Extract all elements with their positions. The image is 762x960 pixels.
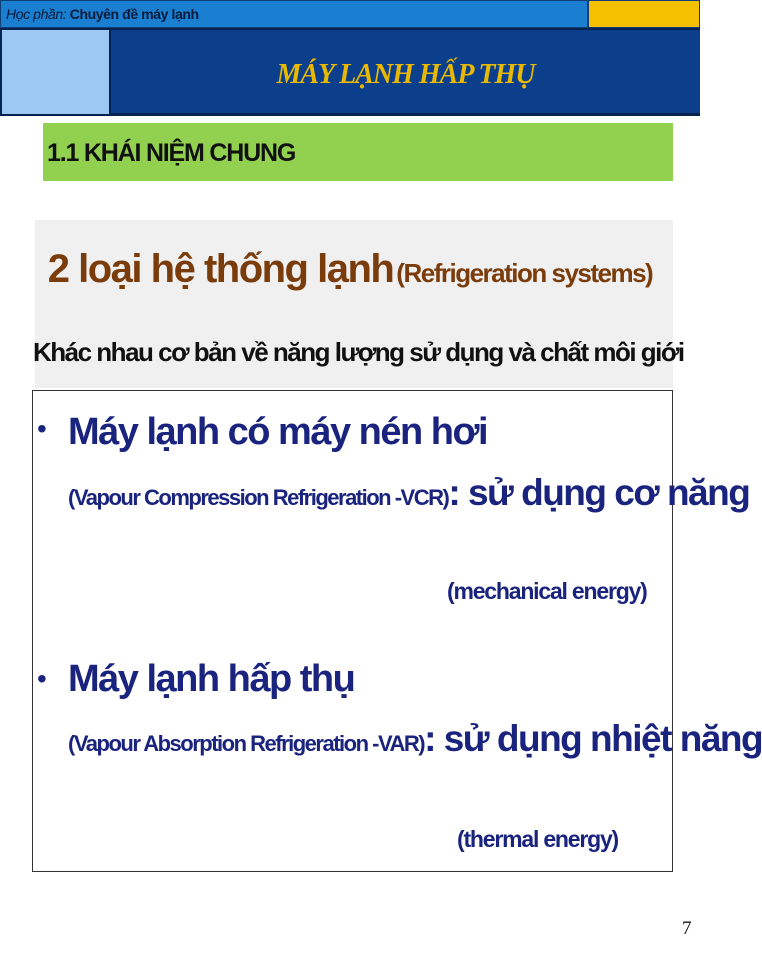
bullet-icon: • [37,413,47,444]
section-header [43,123,673,181]
intro-heading-main: 2 loại hệ thống lạnh [47,247,394,291]
page-number: 7 [682,918,692,939]
intro-heading-sub: (Refrigeration systems) [396,258,653,288]
course-label: Học phần: [6,6,67,22]
item-title-vcr: Máy lạnh có máy nén hơi [68,411,488,453]
item-note-vcr: (mechanical energy) [447,578,647,604]
slide-title: MÁY LẠNH HẤP THỤ [276,59,535,90]
item-note-var: (thermal energy) [457,826,619,852]
intro-heading [0,245,700,297]
item-english-var: (Vapour Absorption Refrigeration -VAR) [68,731,425,756]
item-english-vcr: (Vapour Compression Refrigeration -VCR) [68,485,449,510]
title-band-side-block [0,28,111,116]
item-usage-var: : sử dụng nhiệt năng [424,718,762,759]
intro-subheading: Khác nhau cơ bản về năng lượng sử dụng và chất môi giới [33,337,684,367]
header-accent-block [588,0,700,28]
item-detail-vcr [68,472,749,514]
item-usage-vcr: : sử dụng cơ năng [448,472,750,513]
section-title: 1.1 KHÁI NIỆM CHUNG [47,139,296,167]
content-box [32,390,673,872]
bullet-icon: • [37,663,47,694]
course-bar [0,0,588,28]
course-info [6,5,199,23]
item-detail-var [68,718,762,760]
course-name: Chuyên đề máy lạnh [69,6,199,22]
item-title-var: Máy lạnh hấp thụ [68,658,355,700]
